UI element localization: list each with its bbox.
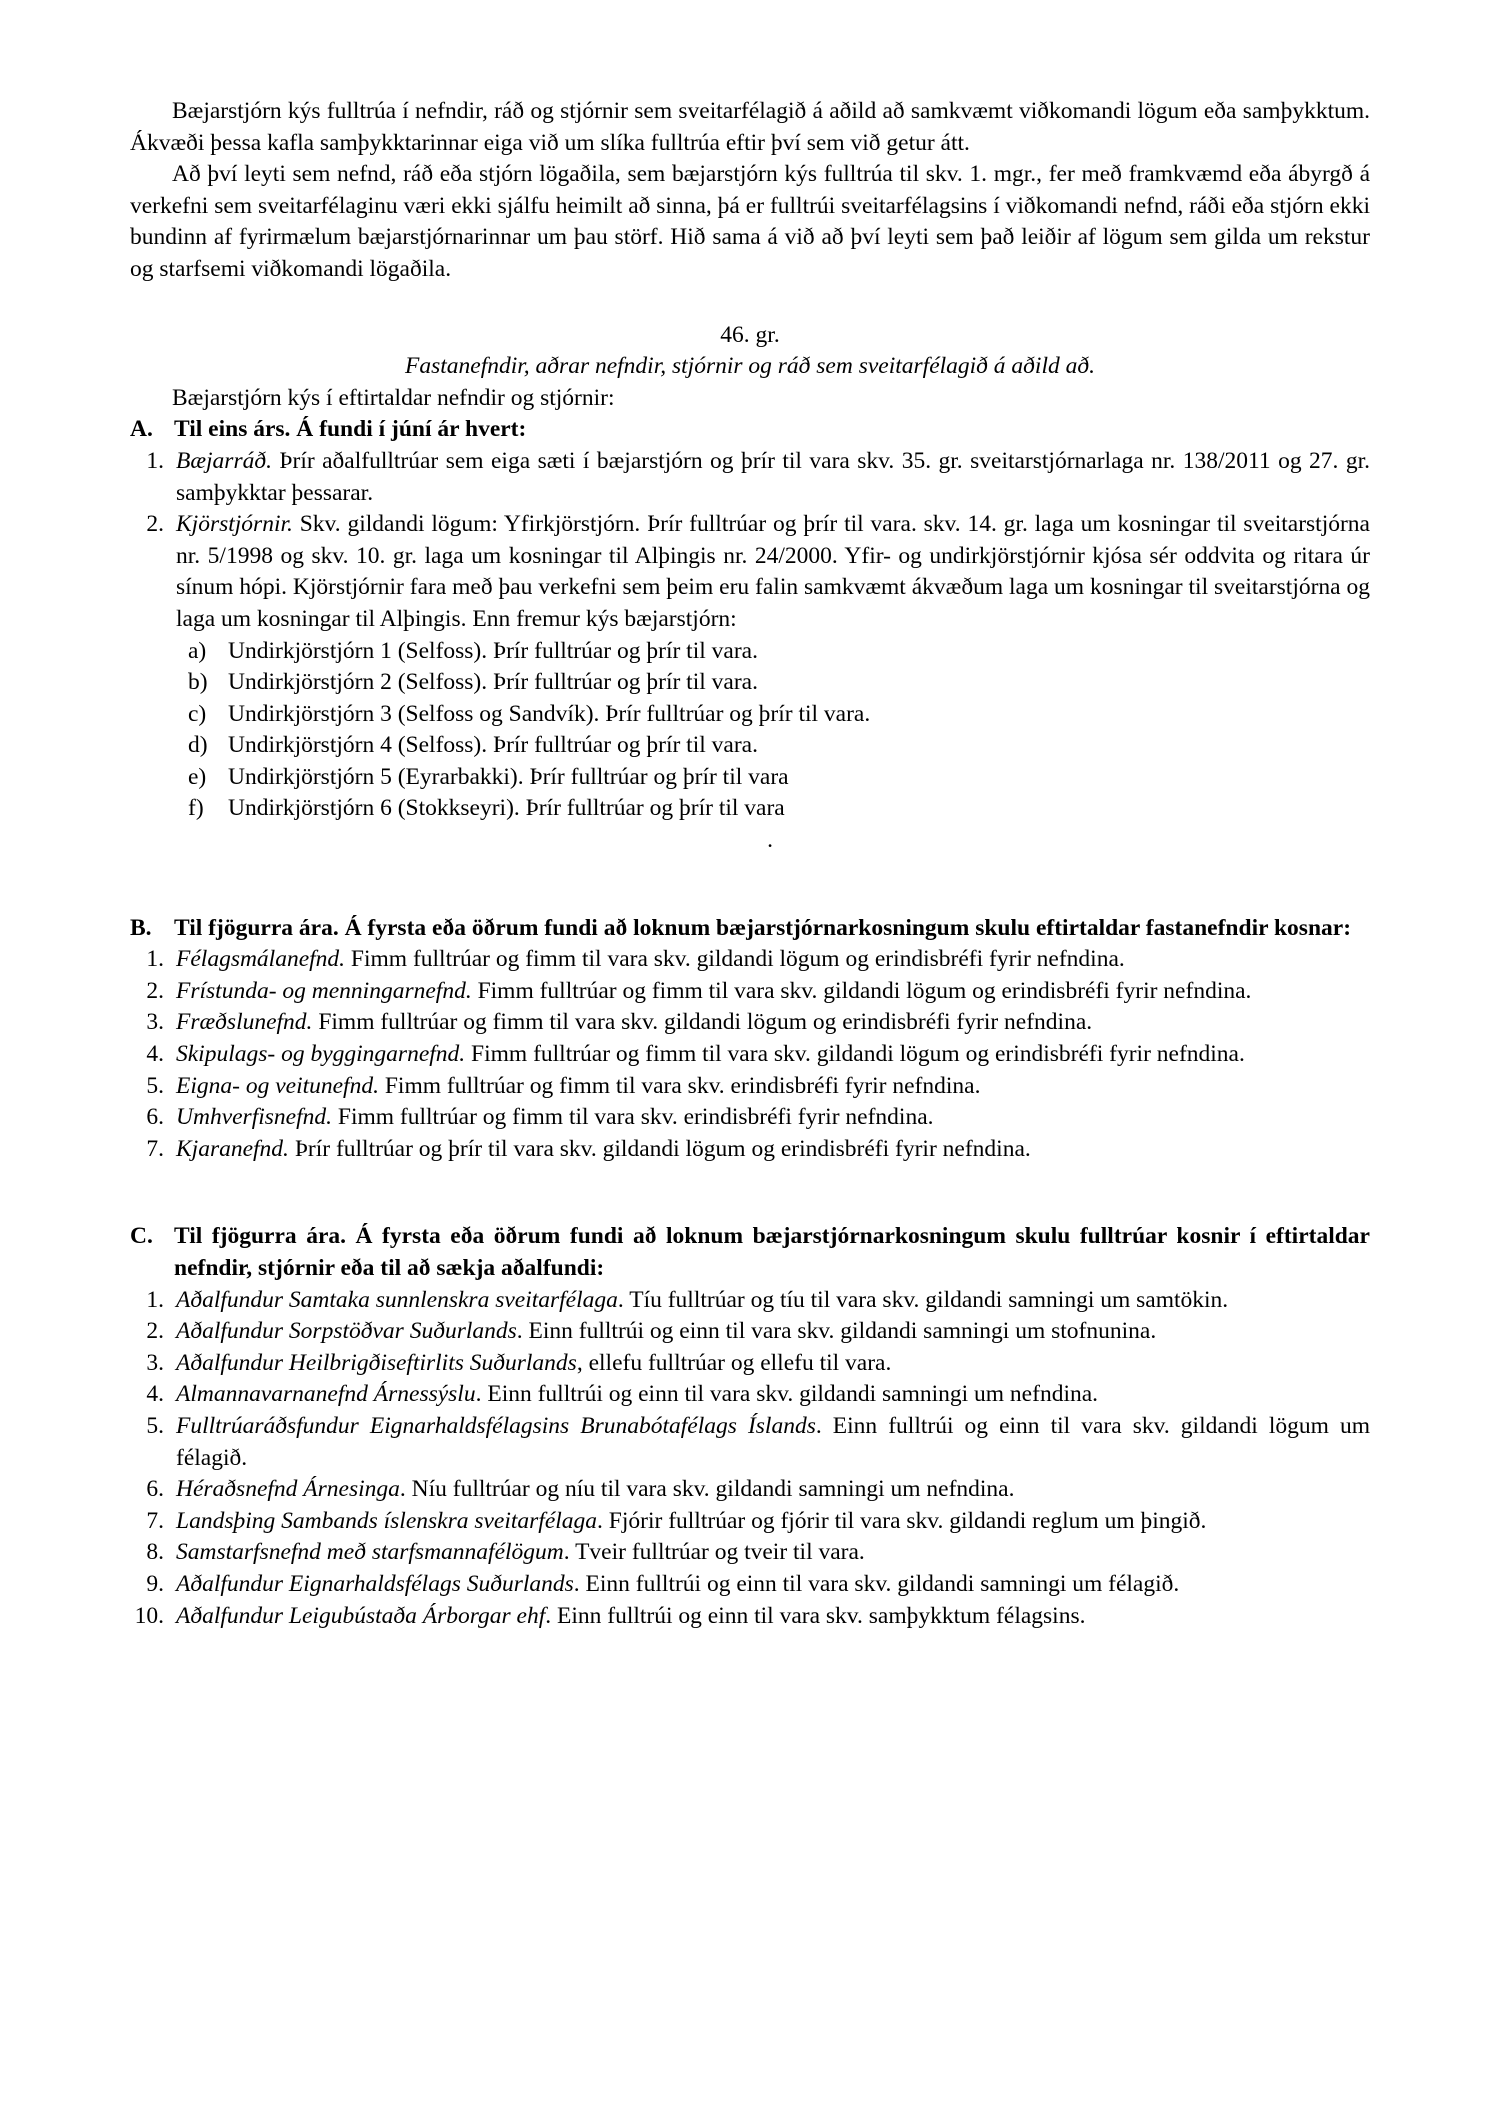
list-item xyxy=(130,1537,1370,1569)
item-lead: Bæjarráð. xyxy=(176,447,272,474)
item-text: . Einn fulltrúi og einn til vara skv. gildandi samningi um stofnunina. xyxy=(516,1318,1157,1345)
item-text: . Níu fulltrúar og níu til vara skv. gildandi samningi um nefndina. xyxy=(399,1476,1015,1503)
section-b-title: Til fjögurra ára. Á fyrsta eða öðrum fundi að loknum bæjarstjórnarkosningum skulu eftirtaldar fastanefndir kosnar: xyxy=(174,914,1352,941)
item-marker: 4. xyxy=(146,1041,164,1068)
list-item xyxy=(130,1411,1370,1474)
item-marker: 3. xyxy=(146,1349,164,1376)
item-body xyxy=(176,1134,1370,1166)
item-marker: 1. xyxy=(146,946,164,973)
item-marker: 6. xyxy=(146,1104,164,1131)
item-body xyxy=(176,1411,1370,1474)
item-text: . Einn fulltrúi og einn til vara skv. gildandi lögum um félagið. xyxy=(176,1412,1370,1471)
item-marker: 9. xyxy=(146,1570,164,1597)
item-lead: Félagsmálanefnd. xyxy=(176,946,346,973)
sub-item-text: Undirkjörstjórn 4 (Selfoss). Þrír fulltrúar og þrír til vara. xyxy=(228,732,758,759)
item-body xyxy=(176,976,1370,1008)
sub-list-item xyxy=(130,699,1370,731)
item-marker: 2. xyxy=(146,511,164,538)
item-lead: Kjörstjórnir. xyxy=(176,511,293,538)
lead-line: Bæjarstjórn kýs í eftirtaldar nefndir og stjórnir: xyxy=(172,384,615,411)
sub-item-marker: a) xyxy=(188,637,207,664)
sub-item-marker: c) xyxy=(188,700,207,727)
list-item xyxy=(130,1379,1370,1411)
sub-item-text: Undirkjörstjórn 2 (Selfoss). Þrír fulltrúar og þrír til vara. xyxy=(228,669,758,696)
item-marker: 4. xyxy=(146,1381,164,1408)
item-text: Fimm fulltrúar og fimm til vara skv. erindisbréfi fyrir nefndina. xyxy=(332,1104,934,1131)
item-text: Fimm fulltrúar og fimm til vara skv. erindisbréfi fyrir nefndina. xyxy=(378,1072,981,1099)
item-body xyxy=(176,509,1370,635)
item-marker: 8. xyxy=(146,1539,164,1566)
item-lead: Almannavarnanefnd Árnessýslu xyxy=(176,1381,476,1408)
list-item xyxy=(130,1039,1370,1071)
item-body xyxy=(176,944,1370,976)
article-title: Fastanefndir, aðrar nefndir, stjórnir og ráð sem sveitarfélagið á aðild að. xyxy=(404,353,1095,380)
sub-item-text: Undirkjörstjórn 5 (Eyrarbakki). Þrír fulltrúar og þrír til vara xyxy=(228,763,789,790)
spacer xyxy=(130,1199,1370,1221)
spacer xyxy=(130,1165,1370,1199)
item-text: Fimm fulltrúar og fimm til vara skv. gildandi lögum og erindisbréfi fyrir nefndina. xyxy=(312,1009,1093,1036)
item-body xyxy=(176,1102,1370,1134)
sub-item-text: Undirkjörstjórn 1 (Selfoss). Þrír fulltrúar og þrír til vara. xyxy=(228,637,758,664)
item-lead: Fulltrúaráðsfundur Eignarhaldsfélagsins Brunabótafélags Íslands xyxy=(176,1412,816,1439)
item-marker: 2. xyxy=(146,977,164,1004)
item-text: . Tveir fulltrúar og tveir til vara. xyxy=(563,1539,865,1566)
item-text: . Einn fulltrúi og einn til vara skv. gildandi samningi um félagið. xyxy=(573,1570,1180,1597)
item-lead: Skipulags- og byggingarnefnd. xyxy=(176,1041,466,1068)
item-body xyxy=(176,1316,1370,1348)
item-text: Skv. gildandi lögum: Yfirkjörstjórn. Þrír fulltrúar og þrír til vara. skv. 14. gr. laga um kosningar til sveitarstjórna nr. 5/1998 og skv. 10. gr. laga um kosningar til Alþingis nr. 24/2000. Yfir- og undirkjörstjórnir kjósa sér oddvita og ritara úr sínum hópi. Kjörstjórnir fara með þau verkefni sem þeim eru falin samkvæmt ákvæðum laga um kosningar til sveitarstjórna og laga um kosningar til Alþingis. Enn fremur kýs bæjarstjórn: xyxy=(176,511,1370,632)
sub-item-marker: e) xyxy=(188,763,207,790)
item-lead: Aðalfundur Eignarhaldsfélags Suðurlands xyxy=(176,1570,574,1597)
sub-list-item xyxy=(130,730,1370,762)
list-item xyxy=(130,1285,1370,1317)
item-body xyxy=(176,1379,1370,1411)
item-body xyxy=(176,446,1370,509)
list-item xyxy=(130,1506,1370,1538)
list-item xyxy=(130,509,1370,635)
item-lead: Eigna- og veitunefnd. xyxy=(176,1072,379,1099)
item-marker: 7. xyxy=(146,1507,164,1534)
intro-paragraph-1: Bæjarstjórn kýs fulltrúa í nefndir, ráð og stjórnir sem sveitarfélagið á aðild að samkvæmt viðkomandi lögum eða samþykktum. Ákvæði þessa kafla samþykktarinnar eiga við um slíka fulltrúa eftir því sem við getur átt. xyxy=(130,98,1370,156)
item-body xyxy=(176,1601,1370,1633)
section-c xyxy=(130,1221,1370,1284)
item-lead: Frístunda- og menningarnefnd. xyxy=(176,977,472,1004)
item-text: . Einn fulltrúi og einn til vara skv. gildandi samningi um nefndina. xyxy=(475,1381,1099,1408)
item-body xyxy=(176,1537,1370,1569)
item-text: Fimm fulltrúar og fimm til vara skv. gildandi lögum og erindisbréfi fyrir nefndina. xyxy=(465,1041,1245,1068)
item-text: Fimm fulltrúar og fimm til vara skv. gildandi lögum og erindisbréfi fyrir nefndina. xyxy=(471,977,1252,1004)
intro-paragraph-2: Að því leyti sem nefnd, ráð eða stjórn lögaðila, sem bæjarstjórn kýs fulltrúa til skv. 1. mgr., fer með framkvæmd eða ábyrgð á verkefni sem sveitarfélaginu væri ekki sjálfu heimilt að sinna, þá er fulltrúi sveitarfélagsins í viðkomandi nefnd, ráði eða stjórn ekki bundinn af fyrirmælum bæjarstjórnarinnar um þau störf. Hið sama á við að því leyti sem það leiðir af lögum sem gilda um rekstur og starfsemi viðkomandi lögaðila. xyxy=(130,161,1370,282)
spacer xyxy=(130,891,1370,913)
section-a xyxy=(130,414,1370,446)
sub-item-text: Undirkjörstjórn 3 (Selfoss og Sandvík). Þrír fulltrúar og þrír til vara. xyxy=(228,700,871,727)
item-body xyxy=(176,1474,1370,1506)
spacer xyxy=(130,857,1370,891)
item-marker: 6. xyxy=(146,1476,164,1503)
sub-item-marker: f) xyxy=(188,795,204,822)
section-b xyxy=(130,913,1370,945)
item-lead: Aðalfundur Heilbrigðiseftirlits Suðurlands xyxy=(176,1349,577,1376)
item-body xyxy=(176,1285,1370,1317)
sub-list-item xyxy=(130,667,1370,699)
item-lead: Héraðsnefnd Árnesinga xyxy=(176,1476,400,1503)
sub-item-marker: d) xyxy=(188,732,208,759)
item-lead: Kjaranefnd. xyxy=(176,1135,289,1162)
item-text: . Fjórir fulltrúar og fjórir til vara skv. gildandi reglum um þingið. xyxy=(597,1507,1207,1534)
item-marker: 1. xyxy=(146,447,164,474)
list-item xyxy=(130,1348,1370,1380)
list-item xyxy=(130,1102,1370,1134)
item-body xyxy=(176,1039,1370,1071)
item-marker: 2. xyxy=(146,1318,164,1345)
item-text: Fimm fulltrúar og fimm til vara skv. gildandi lögum og erindisbréfi fyrir nefndina. xyxy=(345,946,1125,973)
item-lead: Aðalfundur Samtaka sunnlenskra sveitarfélaga xyxy=(176,1286,618,1313)
item-body xyxy=(176,1007,1370,1039)
item-marker: 10. xyxy=(134,1602,164,1629)
list-item xyxy=(130,976,1370,1008)
list-item xyxy=(130,1316,1370,1348)
item-text: Þrír fulltrúar og þrír til vara skv. gildandi lögum og erindisbréfi fyrir nefndina. xyxy=(288,1135,1031,1162)
item-body xyxy=(176,1348,1370,1380)
item-lead: Umhverfisnefnd. xyxy=(176,1104,332,1131)
item-marker: 7. xyxy=(146,1135,164,1162)
spacer xyxy=(130,286,1370,320)
item-body xyxy=(176,1569,1370,1601)
list-item xyxy=(130,1071,1370,1103)
item-text: . Tíu fulltrúar og tíu til vara skv. gildandi samningi um samtökin. xyxy=(617,1286,1229,1313)
sub-list-item xyxy=(130,636,1370,668)
item-lead: Landsþing Sambands íslenskra sveitarfélaga xyxy=(176,1507,598,1534)
sub-list-item xyxy=(130,793,1370,825)
item-body xyxy=(176,1506,1370,1538)
list-item xyxy=(130,1007,1370,1039)
section-a-marker: A. xyxy=(130,416,153,443)
section-c-title: Til fjögurra ára. Á fyrsta eða öðrum fundi að loknum bæjarstjórnarkosningum skulu fulltrúar kosnir í eftirtaldar nefndir, stjórnir eða til að sækja aðalfundi: xyxy=(174,1223,1370,1281)
list-item xyxy=(130,1601,1370,1633)
section-c-marker: C. xyxy=(130,1223,153,1250)
item-lead: Aðalfundur Leigubústaða Árborgar ehf xyxy=(176,1602,546,1629)
item-text: . Einn fulltrúi og einn til vara skv. samþykktum félagsins. xyxy=(545,1602,1086,1629)
list-item xyxy=(130,1134,1370,1166)
list-item xyxy=(130,1474,1370,1506)
section-a-title: Til eins árs. Á fundi í júní ár hvert: xyxy=(174,416,527,443)
item-marker: 1. xyxy=(146,1286,164,1313)
list-item xyxy=(130,446,1370,509)
item-lead: Samstarfsnefnd með starfsmannafélögum xyxy=(176,1539,564,1566)
item-lead: Aðalfundur Sorpstöðvar Suðurlands xyxy=(176,1318,517,1345)
section-b-marker: B. xyxy=(130,914,152,941)
list-item xyxy=(130,1569,1370,1601)
item-text: , ellefu fulltrúar og ellefu til vara. xyxy=(576,1349,892,1376)
sub-item-text: Undirkjörstjórn 6 (Stokkseyri). Þrír fulltrúar og þrír til vara xyxy=(228,795,785,822)
item-text: Þrír aðalfulltrúar sem eiga sæti í bæjarstjórn og þrír til vara skv. 35. gr. sveitarstjórnarlaga nr. 138/2011 og 27. gr. samþykktar þessarar. xyxy=(176,447,1370,506)
article-number: 46. gr. xyxy=(720,321,780,348)
item-marker: 3. xyxy=(146,1009,164,1036)
sub-item-marker: b) xyxy=(188,669,208,696)
list-item xyxy=(130,944,1370,976)
item-body xyxy=(176,1071,1370,1103)
item-lead: Fræðslunefnd. xyxy=(176,1009,313,1036)
item-marker: 5. xyxy=(146,1412,164,1439)
trailing-period: . xyxy=(767,827,773,854)
item-marker: 5. xyxy=(146,1072,164,1099)
sub-list-item xyxy=(130,762,1370,794)
